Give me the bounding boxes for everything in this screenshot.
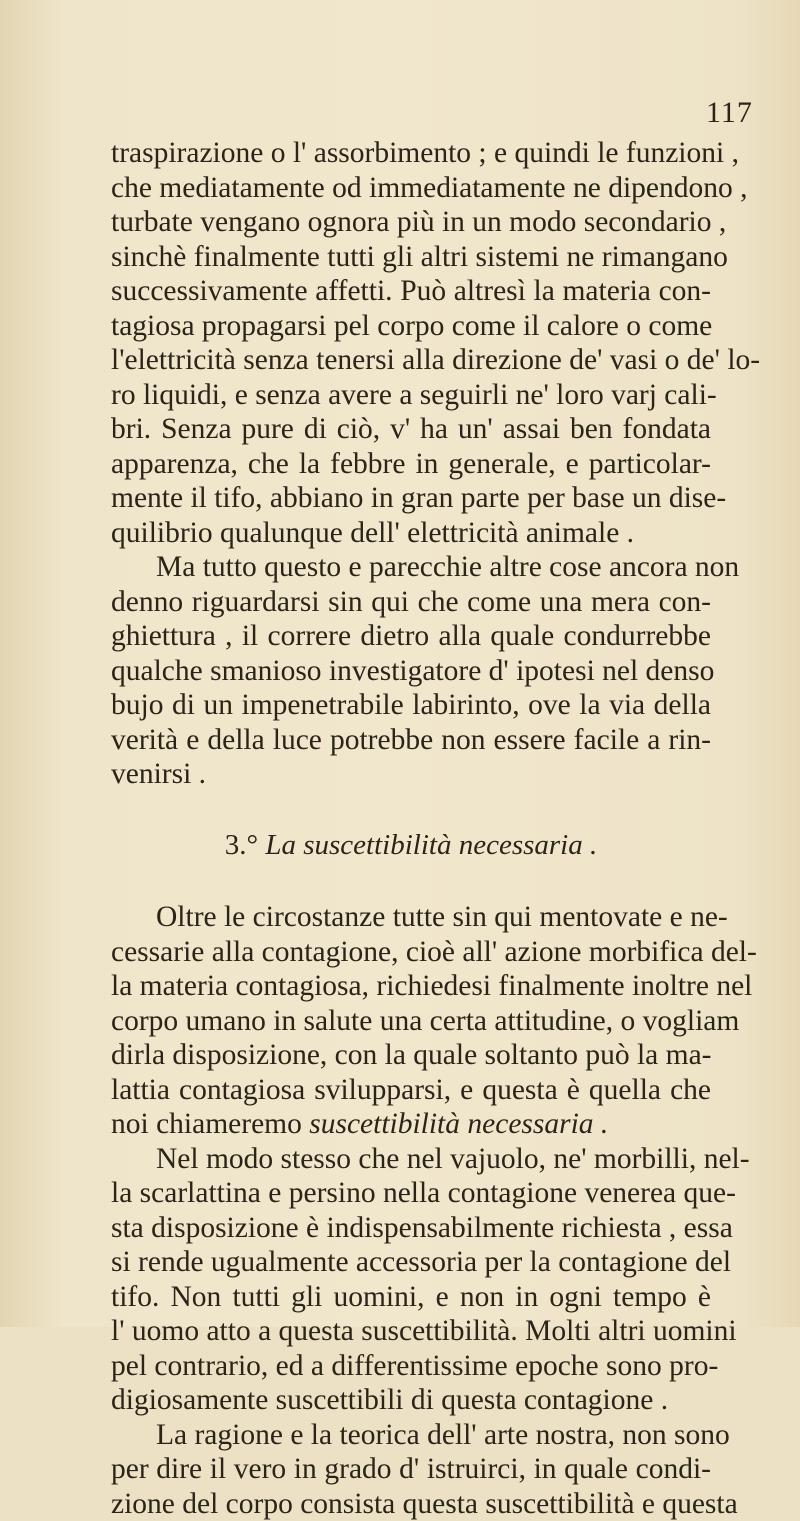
text-line: La ragione e la teorica dell' arte nostra, non sono — [111, 1418, 711, 1453]
text-line: turbate vengano ognora più in un modo secondario , — [111, 205, 711, 240]
text-line: l' uomo atto a questa suscettibilità. Molti altri uomini — [111, 1314, 711, 1349]
paragraph-3 — [111, 900, 711, 1142]
text-line: ghiettura , il correre dietro alla quale condurrebbe — [111, 619, 711, 654]
text-line: traspirazione o l' assorbimento ; e quindi le funzioni , — [111, 136, 711, 171]
text-line: sinchè finalmente tutti gli altri sistemi ne rimangano — [111, 240, 711, 275]
text-line: sta disposizione è indispensabilmente richiesta , essa — [111, 1211, 711, 1246]
text-line: Ma tutto questo e parecchie altre cose ancora non — [111, 550, 711, 585]
text-line: Nel modo stesso che nel vajuolo, ne' morbilli, nel- — [111, 1142, 711, 1177]
text-line: Oltre le circostanze tutte sin qui mentovate e ne- — [111, 900, 711, 935]
page-number: 117 — [706, 96, 753, 130]
text-line: l'elettricità senza tenersi alla direzione de' vasi o de' lo- — [111, 343, 711, 378]
text-line: cessarie alla contagione, cioè all' azione morbifica del- — [111, 935, 711, 970]
text-line: verità e della luce potrebbe non essere facile a rin- — [111, 723, 711, 758]
text-fragment: noi chiameremo — [111, 1108, 309, 1140]
text-line: tifo. Non tutti gli uomini, e non in ogni tempo è — [111, 1280, 711, 1315]
text-line: zione del corpo consista questa suscettibilità e questa — [111, 1487, 711, 1521]
text-line: bri. Senza pure di ciò, v' ha un' assai ben fondata — [111, 412, 711, 447]
text-line: che mediatamente od immediatamente ne dipendono , — [111, 171, 711, 206]
text-line: denno riguardarsi sin qui che come una mera con- — [111, 585, 711, 620]
paragraph-2 — [111, 550, 711, 792]
text-line: bujo di un impenetrabile labirinto, ove la via della — [111, 688, 711, 723]
text-line — [111, 1107, 711, 1142]
text-line: mente il tifo, abbiano in gran parte per base un dise- — [111, 481, 711, 516]
text-line: per dire il vero in grado d' istruirci, in quale condi- — [111, 1452, 711, 1487]
section-heading — [111, 828, 711, 863]
text-line: tagiosa propagarsi pel corpo come il calore o come — [111, 309, 711, 344]
text-line: ro liquidi, e senza avere a seguirli ne' loro varj cali- — [111, 378, 711, 413]
paragraph-1 — [111, 136, 711, 550]
text-line: dirla disposizione, con la quale soltanto può la ma- — [111, 1038, 711, 1073]
paragraph-4 — [111, 1142, 711, 1418]
text-line: venirsi . — [111, 757, 711, 792]
text-line: pel contrario, ed a differentissime epoche sono pro- — [111, 1349, 711, 1384]
text-line: digiosamente suscettibili di questa contagione . — [111, 1383, 711, 1418]
paragraph-5 — [111, 1418, 711, 1521]
section-title: La suscettibilità necessaria . — [265, 829, 597, 861]
text-line: successivamente affetti. Può altresì la materia con- — [111, 274, 711, 309]
italic-term: suscettibilità necessaria . — [309, 1108, 608, 1140]
page-body — [111, 136, 711, 1521]
text-line: si rende ugualmente accessoria per la contagione del — [111, 1245, 711, 1280]
text-line: apparenza, che la febbre in generale, e particolar- — [111, 447, 711, 482]
section-number: 3.° — [225, 829, 258, 861]
text-line: la materia contagiosa, richiedesi finalmente inoltre nel — [111, 969, 711, 1004]
text-line: lattia contagiosa svilupparsi, e questa è quella che — [111, 1073, 711, 1108]
text-line: qualche smanioso investigatore d' ipotesi nel denso — [111, 654, 711, 689]
text-line: la scarlattina e persino nella contagione venerea que- — [111, 1176, 711, 1211]
text-line: quilibrio qualunque dell' elettricità animale . — [111, 516, 711, 551]
text-line: corpo umano in salute una certa attitudine, o vogliam — [111, 1004, 711, 1039]
